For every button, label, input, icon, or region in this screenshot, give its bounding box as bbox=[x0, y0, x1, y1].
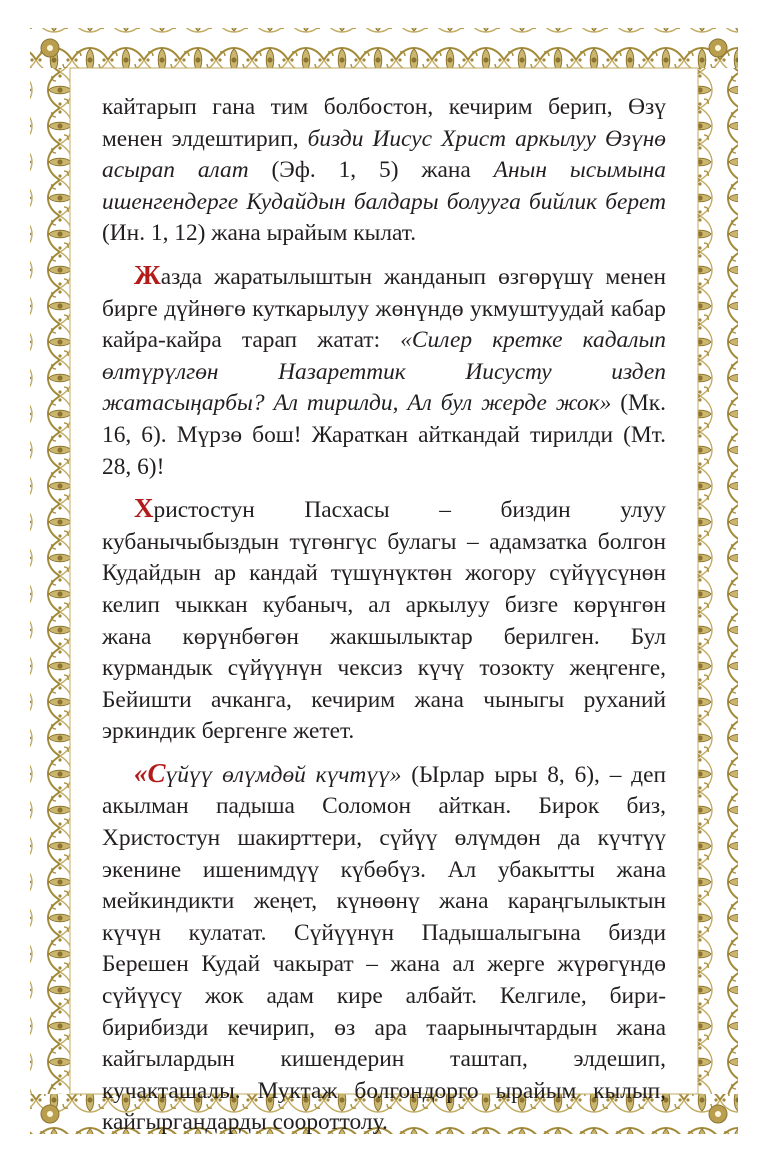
text-run: (Мк. 16, 6). Мүрзө бош! Жараткан айткандай тирилди (Мт. 28, 6)! bbox=[102, 390, 666, 480]
initial-letter: Ж bbox=[134, 259, 161, 290]
text-run: (Ин. 1, 12) жана ырайым кылат. bbox=[102, 220, 417, 247]
scripture-quote: Анын ысымына ишенгендерге Кудайдын балдары болууга бийлик берет bbox=[102, 157, 666, 215]
scripture-quote: «Силер кретке кадалып өлтүрүлгөн Назареттик Иисусту издеп жатасыңарбы? Ал тирилди, Ал бул жерде жок» bbox=[102, 327, 666, 417]
initial-letter: «С bbox=[134, 757, 166, 788]
scripture-quote: үйүү өлүмдөй күчтүү» bbox=[165, 761, 402, 788]
page-body bbox=[102, 92, 666, 1139]
scripture-quote: бизди Иисус Христ аркылуу Өзүнө асырап алат bbox=[102, 125, 666, 184]
paragraph-2 bbox=[102, 260, 666, 483]
text-run: кайтарып гана тим болбостон, кечирим берип, Өзү менен элдештирип, bbox=[102, 94, 666, 152]
text-run: ристостун Пасхасы – биздин улуу кубанычыбыздын түгөнгүс булагы – адамзатка болгон Кудайдын ар кандай түшүнүктөн жогору сүйүүсүнөн келип чыккан кубаныч, ал аркылуу бизге көрүнгөн жана көрүнбөгөн жакшылыктар берилген. Бул курмандык сүйүүнүн чексиз күчү тозокту жеңгенге, Бейишти ачканга, кечирим жана чыныгы руханий эркиндик бергенге жетет. bbox=[102, 497, 666, 745]
paragraph-4 bbox=[102, 758, 666, 1139]
paragraph-1 bbox=[102, 92, 666, 250]
text-run: азда жаратылыштын жанданып өзгөрүшү менен бирге дүйнөгө куткарылуу жөнүндө укмуштуудай кабар кайра-кайра тарап жатат: bbox=[102, 263, 666, 354]
initial-letter: Х bbox=[134, 493, 154, 524]
frame-top-border bbox=[30, 28, 738, 68]
text-run: (Эф. 1, 5) жана bbox=[248, 157, 494, 184]
frame-left-border bbox=[30, 68, 70, 1094]
text-run: (Ырлар ыры 8, 6), – деп акылман падыша Соломон айткан. Бирок биз, Христостун шакирттери, сүйүү өлүмдөн да күчтүү экенине ишенимдүү күбөбүз. Ал убакытты жана мейкиндикти жеңет, күнөөнү жана караңгылыктын күчүн кулатат. Сүйүүнүн Падышалыгына бизди Берешен Кудай чакырат – жана ал жерге жүрөгүндө сүйүүсү жок адам кире албайт. Келгиле, бири-бирибизди кечирип, өз ара таарынычтардын жана кайгылардын кишендерин таштап, элдешип, кучакташалы. Муктаж болгондорго ырайым кылып, кайгыргандарды соороттолу. bbox=[102, 761, 666, 1136]
frame-right-border bbox=[698, 68, 738, 1094]
paragraph-3 bbox=[102, 493, 666, 748]
